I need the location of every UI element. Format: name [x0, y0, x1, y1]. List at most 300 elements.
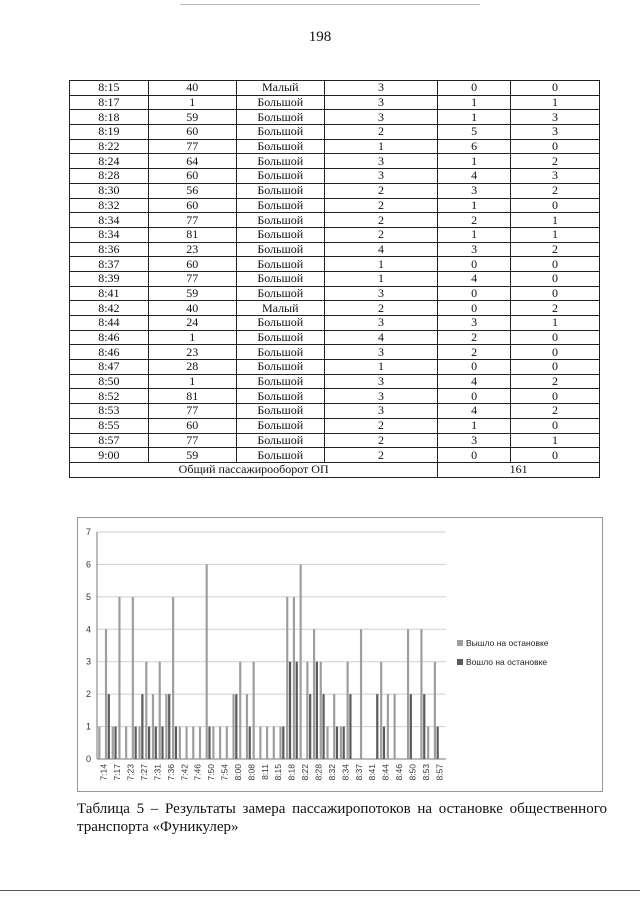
- x-tick-label: 7:50: [206, 764, 217, 781]
- bar-vyshlo: [360, 629, 362, 759]
- x-tick-label: 7:42: [179, 764, 190, 781]
- table-cell: 8:15: [70, 81, 149, 96]
- bar-voshlo: [208, 727, 210, 759]
- table-cell: 0: [438, 81, 511, 96]
- bar-vyshlo: [340, 727, 342, 759]
- table-row: [70, 301, 600, 316]
- table-cell: 3: [324, 316, 438, 331]
- bar-vyshlo: [125, 727, 127, 759]
- table-row: [70, 227, 600, 242]
- table-cell: 1: [438, 154, 511, 169]
- bar-vyshlo: [138, 727, 140, 759]
- table-cell: 2: [324, 448, 438, 463]
- bar-vyshlo: [192, 727, 194, 759]
- table-cell: Большой: [236, 448, 324, 463]
- table-cell: 2: [324, 183, 438, 198]
- bar-voshlo: [376, 694, 378, 759]
- table-cell: 59: [148, 448, 236, 463]
- table-cell: 0: [510, 418, 599, 433]
- table-cell: 3: [324, 404, 438, 419]
- bar-voshlo: [423, 694, 425, 759]
- total-value: 161: [438, 462, 600, 477]
- table-cell: Большой: [236, 286, 324, 301]
- table-cell: 24: [148, 316, 236, 331]
- bar-voshlo: [437, 727, 439, 759]
- bar-voshlo: [108, 694, 110, 759]
- chart-frame: [77, 517, 603, 792]
- table-cell: 4: [438, 404, 511, 419]
- bar-vyshlo: [420, 629, 422, 759]
- table-cell: 8:53: [70, 404, 149, 419]
- x-tick-label: 8:11: [259, 764, 270, 780]
- bar-vyshlo: [159, 662, 161, 759]
- bar-vyshlo: [427, 727, 429, 759]
- y-tick-label: 1: [85, 721, 91, 732]
- bar-voshlo: [289, 662, 291, 759]
- table-cell: 1: [438, 95, 511, 110]
- table-cell: 3: [324, 95, 438, 110]
- table-cell: 3: [438, 183, 511, 198]
- table-cell: Большой: [236, 183, 324, 198]
- table-cell: 1: [324, 360, 438, 375]
- table-cell: 0: [510, 81, 599, 96]
- table-cell: 4: [324, 242, 438, 257]
- table-cell: Большой: [236, 110, 324, 125]
- table-cell: 8:17: [70, 95, 149, 110]
- bar-vyshlo: [300, 564, 302, 759]
- bar-voshlo: [316, 662, 318, 759]
- table-cell: 81: [148, 389, 236, 404]
- bar-vyshlo: [112, 727, 114, 759]
- bar-vyshlo: [347, 662, 349, 759]
- x-tick-label: 7:27: [138, 764, 149, 781]
- bar-vyshlo: [226, 727, 228, 759]
- bar-vyshlo: [199, 727, 201, 759]
- bar-voshlo: [322, 694, 324, 759]
- table-row: [70, 389, 600, 404]
- bar-vyshlo: [313, 629, 315, 759]
- bar-vyshlo: [326, 727, 328, 759]
- bar-vyshlo: [306, 662, 308, 759]
- table-cell: 60: [148, 169, 236, 184]
- x-tick-label: 8:32: [326, 764, 337, 781]
- y-tick-label: 5: [85, 591, 91, 602]
- table-cell: 8:30: [70, 183, 149, 198]
- table-cell: 3: [438, 433, 511, 448]
- table-cell: 28: [148, 360, 236, 375]
- bar-vyshlo: [380, 662, 382, 759]
- table-cell: 60: [148, 418, 236, 433]
- page-number: 198: [308, 29, 332, 45]
- table-cell: Большой: [236, 95, 324, 110]
- table-cell: Большой: [236, 154, 324, 169]
- table-cell: 8:37: [70, 257, 149, 272]
- table-cell: 3: [438, 242, 511, 257]
- table-cell: 4: [438, 169, 511, 184]
- table-cell: 8:41: [70, 286, 149, 301]
- table-row: [70, 433, 600, 448]
- table-cell: Большой: [236, 418, 324, 433]
- table-cell: 0: [510, 286, 599, 301]
- table-cell: 2: [510, 301, 599, 316]
- x-tick-label: 7:36: [165, 764, 176, 781]
- table-cell: Большой: [236, 257, 324, 272]
- bar-vyshlo: [239, 662, 241, 759]
- table-cell: 77: [148, 213, 236, 228]
- table-row: [70, 81, 600, 96]
- x-tick-label: 8:41: [367, 764, 378, 781]
- table-cell: 3: [324, 389, 438, 404]
- table-cell: 77: [148, 404, 236, 419]
- table-cell: Большой: [236, 242, 324, 257]
- table-cell: 1: [324, 257, 438, 272]
- table-cell: Большой: [236, 389, 324, 404]
- x-tick-label: 8:53: [420, 764, 431, 781]
- table-cell: 40: [148, 301, 236, 316]
- bar-vyshlo: [118, 597, 120, 759]
- x-tick-label: 7:46: [192, 764, 203, 781]
- table-cell: Большой: [236, 198, 324, 213]
- table-cell: 3: [324, 81, 438, 96]
- table-row: [70, 286, 600, 301]
- table-cell: 3: [510, 169, 599, 184]
- table-cell: 0: [510, 198, 599, 213]
- table-row: [70, 242, 600, 257]
- bar-vyshlo: [407, 629, 409, 759]
- x-tick-label: 8:15: [273, 764, 284, 781]
- bar-voshlo: [249, 727, 251, 759]
- bar-vyshlo: [98, 727, 100, 759]
- y-tick-label: 3: [85, 656, 91, 667]
- table-row: [70, 330, 600, 345]
- x-tick-label: 8:44: [380, 764, 391, 781]
- bar-vyshlo: [212, 727, 214, 759]
- bar-voshlo: [336, 727, 338, 759]
- table-cell: 8:34: [70, 213, 149, 228]
- bar-voshlo: [161, 727, 163, 759]
- table-cell: 2: [510, 374, 599, 389]
- table-cell: 1: [510, 316, 599, 331]
- bar-voshlo: [135, 727, 137, 759]
- bar-voshlo: [168, 694, 170, 759]
- bar-vyshlo: [394, 694, 396, 759]
- table-cell: 1: [438, 418, 511, 433]
- table-cell: 8:34: [70, 227, 149, 242]
- table-cell: 1: [510, 95, 599, 110]
- table-cell: 3: [510, 110, 599, 125]
- table-cell: 6: [438, 139, 511, 154]
- passenger-table: [69, 80, 600, 478]
- table-cell: 1: [148, 95, 236, 110]
- table-cell: 4: [324, 330, 438, 345]
- table-cell: 1: [324, 271, 438, 286]
- table-cell: 1: [148, 374, 236, 389]
- table-row: [70, 110, 600, 125]
- y-tick-label: 2: [85, 689, 91, 700]
- x-tick-label: 8:34: [340, 764, 351, 781]
- bar-vyshlo: [253, 662, 255, 759]
- table-cell: 0: [510, 345, 599, 360]
- table-cell: 0: [510, 448, 599, 463]
- bar-vyshlo: [279, 727, 281, 759]
- x-tick-label: 7:54: [219, 764, 230, 781]
- table-cell: Большой: [236, 433, 324, 448]
- bar-vyshlo: [259, 727, 261, 759]
- bar-vyshlo: [145, 662, 147, 759]
- table-cell: 81: [148, 227, 236, 242]
- bar-vyshlo: [179, 727, 181, 759]
- table-row: [70, 154, 600, 169]
- bar-vyshlo: [219, 727, 221, 759]
- table-cell: 8:18: [70, 110, 149, 125]
- table-row: [70, 404, 600, 419]
- table-row: [70, 139, 600, 154]
- table-cell: 0: [510, 389, 599, 404]
- table-cell: 8:39: [70, 271, 149, 286]
- bar-vyshlo: [320, 662, 322, 759]
- table-cell: 60: [148, 125, 236, 140]
- table-cell: 3: [324, 345, 438, 360]
- table-row: [70, 213, 600, 228]
- table-cell: 0: [438, 389, 511, 404]
- table-row: [70, 257, 600, 272]
- table-cell: 60: [148, 257, 236, 272]
- x-tick-label: 8:50: [407, 764, 418, 781]
- y-tick-label: 7: [85, 527, 91, 537]
- table-cell: 2: [324, 213, 438, 228]
- table-row: [70, 418, 600, 433]
- table-cell: 64: [148, 154, 236, 169]
- table-cell: 3: [324, 110, 438, 125]
- y-tick-label: 4: [85, 624, 91, 635]
- table-cell: 1: [510, 227, 599, 242]
- table-cell: 5: [438, 125, 511, 140]
- x-tick-label: 8:57: [434, 764, 445, 781]
- table-row: [70, 374, 600, 389]
- table-cell: 2: [324, 433, 438, 448]
- bar-vyshlo: [165, 694, 167, 759]
- table-cell: 4: [438, 374, 511, 389]
- table-cell: 2: [324, 418, 438, 433]
- table-cell: 23: [148, 242, 236, 257]
- table-row: [70, 183, 600, 198]
- y-tick-label: 0: [85, 754, 91, 764]
- table-row: [70, 448, 600, 463]
- table-row: [70, 169, 600, 184]
- table-row: [70, 316, 600, 331]
- legend-label: Вышло на остановке: [466, 638, 549, 648]
- table-cell: Большой: [236, 139, 324, 154]
- table-cell: 8:24: [70, 154, 149, 169]
- table-cell: 1: [148, 330, 236, 345]
- bar-vyshlo: [185, 727, 187, 759]
- bar-vyshlo: [333, 694, 335, 759]
- table-cell: 60: [148, 198, 236, 213]
- table-cell: 8:19: [70, 125, 149, 140]
- table-cell: Большой: [236, 374, 324, 389]
- table-cell: 3: [438, 316, 511, 331]
- bar-vyshlo: [286, 597, 288, 759]
- table-cell: 8:32: [70, 198, 149, 213]
- legend-label: Вошло на остановке: [466, 657, 548, 667]
- bar-vyshlo: [172, 597, 174, 759]
- table-cell: 3: [324, 374, 438, 389]
- table-cell: Большой: [236, 169, 324, 184]
- table-cell: 0: [510, 257, 599, 272]
- table-cell: 1: [510, 433, 599, 448]
- passenger-chart: [78, 518, 602, 791]
- bar-voshlo: [296, 662, 298, 759]
- table-cell: Малый: [236, 81, 324, 96]
- x-tick-label: 8:08: [246, 764, 257, 781]
- bar-voshlo: [343, 727, 345, 759]
- table-cell: 2: [438, 345, 511, 360]
- table-cell: 77: [148, 271, 236, 286]
- table-cell: 1: [438, 110, 511, 125]
- table-cell: 9:00: [70, 448, 149, 463]
- table-cell: 1: [324, 139, 438, 154]
- bar-voshlo: [141, 694, 143, 759]
- bar-vyshlo: [387, 694, 389, 759]
- table-cell: 77: [148, 139, 236, 154]
- table-cell: 8:46: [70, 330, 149, 345]
- x-tick-label: 8:22: [300, 764, 311, 781]
- table-cell: 8:50: [70, 374, 149, 389]
- table-cell: 2: [510, 154, 599, 169]
- table-cell: 2: [510, 404, 599, 419]
- table-cell: 3: [324, 154, 438, 169]
- table-row: [70, 345, 600, 360]
- bar-voshlo: [282, 727, 284, 759]
- bar-vyshlo: [206, 564, 208, 759]
- table-cell: 2: [324, 227, 438, 242]
- table-cell: 4: [438, 271, 511, 286]
- table-cell: 0: [438, 286, 511, 301]
- table-cell: Большой: [236, 330, 324, 345]
- table-cell: 8:46: [70, 345, 149, 360]
- x-tick-label: 7:17: [112, 764, 123, 781]
- bar-vyshlo: [434, 662, 436, 759]
- table-row: [70, 271, 600, 286]
- table-cell: 8:28: [70, 169, 149, 184]
- total-label: Общий пассажирооборот ОП: [70, 462, 438, 477]
- bar-vyshlo: [273, 727, 275, 759]
- legend-swatch: [457, 659, 463, 665]
- table-cell: 0: [438, 301, 511, 316]
- table-cell: 8:22: [70, 139, 149, 154]
- table-cell: 0: [510, 330, 599, 345]
- table-cell: 1: [438, 227, 511, 242]
- bar-voshlo: [155, 727, 157, 759]
- table-caption: Таблица 5 – Результаты замера пассажиропотоков на остановке общественного транспорта «Фуникулер»: [77, 801, 607, 835]
- table-cell: 8:55: [70, 418, 149, 433]
- table-cell: 2: [510, 242, 599, 257]
- bar-voshlo: [235, 694, 237, 759]
- bar-vyshlo: [152, 694, 154, 759]
- table-cell: 23: [148, 345, 236, 360]
- table-cell: 8:42: [70, 301, 149, 316]
- bar-vyshlo: [132, 597, 134, 759]
- table-cell: 59: [148, 286, 236, 301]
- table-cell: 8:44: [70, 316, 149, 331]
- table-cell: 59: [148, 110, 236, 125]
- table-cell: 2: [324, 301, 438, 316]
- x-tick-label: 8:46: [394, 764, 405, 781]
- bar-vyshlo: [266, 727, 268, 759]
- bar-voshlo: [175, 727, 177, 759]
- top-rule: [180, 4, 480, 5]
- bar-vyshlo: [246, 694, 248, 759]
- table-cell: Большой: [236, 360, 324, 375]
- table-cell: 0: [510, 271, 599, 286]
- table-total-row: [70, 462, 600, 477]
- table-cell: Большой: [236, 271, 324, 286]
- bar-voshlo: [383, 727, 385, 759]
- table-cell: Большой: [236, 345, 324, 360]
- table-cell: Большой: [236, 213, 324, 228]
- bar-voshlo: [309, 694, 311, 759]
- table-cell: 2: [438, 213, 511, 228]
- table-row: [70, 198, 600, 213]
- x-tick-label: 8:00: [232, 764, 243, 781]
- table-cell: Большой: [236, 125, 324, 140]
- table-cell: 8:47: [70, 360, 149, 375]
- bar-vyshlo: [293, 597, 295, 759]
- table-cell: 2: [510, 183, 599, 198]
- bar-voshlo: [114, 727, 116, 759]
- table-cell: 3: [510, 125, 599, 140]
- table-row: [70, 95, 600, 110]
- x-tick-label: 8:28: [313, 764, 324, 781]
- table-cell: 8:36: [70, 242, 149, 257]
- table-cell: 77: [148, 433, 236, 448]
- bar-vyshlo: [105, 629, 107, 759]
- bar-vyshlo: [232, 694, 234, 759]
- table-cell: 2: [324, 125, 438, 140]
- table-cell: 8:52: [70, 389, 149, 404]
- x-tick-label: 7:14: [98, 764, 109, 781]
- x-tick-label: 7:23: [125, 764, 136, 781]
- table-cell: 8:57: [70, 433, 149, 448]
- table-cell: Большой: [236, 404, 324, 419]
- table-cell: Большой: [236, 227, 324, 242]
- table-cell: 3: [324, 169, 438, 184]
- x-tick-label: 8:18: [286, 764, 297, 781]
- table-cell: 56: [148, 183, 236, 198]
- table-cell: 2: [438, 330, 511, 345]
- table-cell: 1: [438, 198, 511, 213]
- legend-swatch: [457, 640, 463, 646]
- bar-voshlo: [410, 694, 412, 759]
- bar-voshlo: [349, 694, 351, 759]
- table-row: [70, 360, 600, 375]
- table-cell: Малый: [236, 301, 324, 316]
- table-cell: Большой: [236, 316, 324, 331]
- bar-voshlo: [148, 727, 150, 759]
- table-cell: 0: [438, 360, 511, 375]
- table-cell: 2: [324, 198, 438, 213]
- table-cell: 3: [324, 286, 438, 301]
- x-tick-label: 7:31: [152, 764, 163, 781]
- table-cell: 0: [438, 448, 511, 463]
- table-cell: 40: [148, 81, 236, 96]
- table-row: [70, 125, 600, 140]
- table-cell: 0: [438, 257, 511, 272]
- bottom-rule: [0, 890, 640, 891]
- table-cell: 1: [510, 213, 599, 228]
- table-cell: 0: [510, 360, 599, 375]
- x-tick-label: 8:37: [353, 764, 364, 781]
